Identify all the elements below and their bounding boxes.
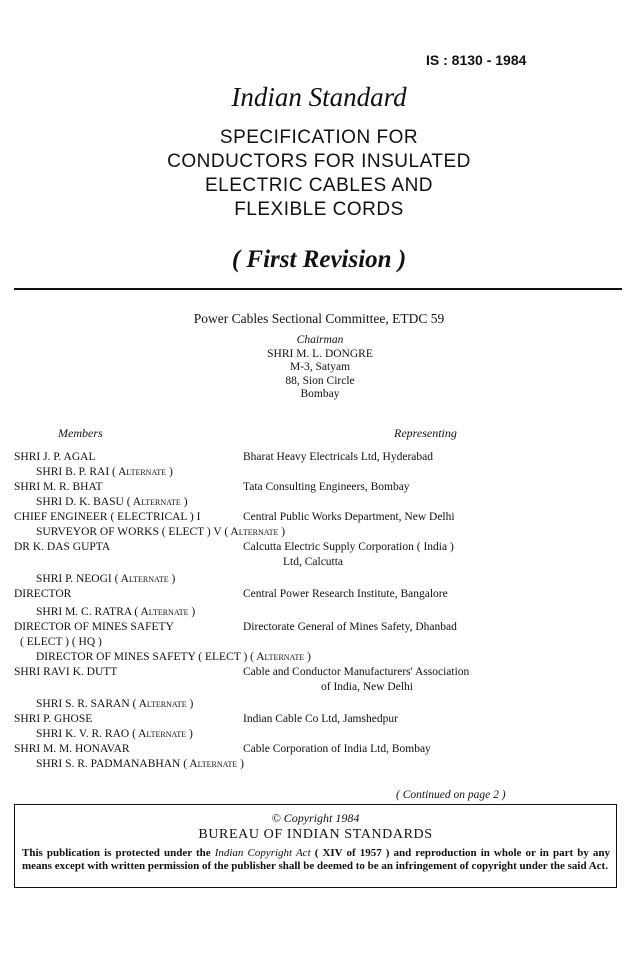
- chairman-address: M-3, Satyam: [289, 361, 351, 373]
- member-representing: Bharat Heavy Electricals Ltd, Hyderabad: [243, 451, 433, 463]
- member-name: DIRECTOR: [14, 588, 72, 600]
- chairman-address: 88, Sion Circle: [285, 374, 355, 387]
- member-representing: Indian Cable Co Ltd, Jamshedpur: [243, 713, 398, 725]
- table-row: [0, 698, 638, 713]
- member-name: DIRECTOR OF MINES SAFETY ( ELECT ) ( Alternate ): [36, 651, 311, 663]
- publisher-name: BUREAU OF INDIAN STANDARDS: [198, 827, 433, 842]
- table-row: [0, 758, 638, 773]
- specification-title: [0, 126, 638, 222]
- title-line: CONDUCTORS FOR INSULATED: [167, 151, 471, 172]
- member-name: ( ELECT ) ( HQ ): [20, 636, 102, 648]
- table-row: [0, 728, 638, 743]
- member-name: SHRI S. R. SARAN ( Alternate ): [36, 698, 194, 710]
- standard-number: IS : 8130 - 1984: [426, 52, 527, 68]
- table-row: [0, 666, 638, 681]
- member-representing: Central Power Research Institute, Bangalore: [243, 588, 448, 600]
- notice-text: This publication is protected under the: [22, 847, 211, 859]
- member-name: SHRI M. C. RATRA ( Alternate ): [36, 606, 196, 618]
- table-row: [0, 526, 638, 541]
- chairman-label: Chairman: [296, 334, 344, 346]
- committee-name: Power Cables Sectional Committee, ETDC 59: [193, 311, 445, 326]
- header-divider: [14, 288, 622, 290]
- member-name: SHRI B. P. RAI ( Alternate ): [36, 466, 173, 478]
- member-name: SHRI J. P. AGAL: [14, 451, 96, 463]
- table-row: [0, 481, 638, 496]
- table-row: [0, 466, 638, 481]
- member-name: SHRI K. V. R. RAO ( Alternate ): [36, 728, 193, 740]
- member-representing: Directorate General of Mines Safety, Dhanbad: [243, 621, 457, 633]
- table-row: [0, 588, 638, 603]
- member-name: SURVEYOR OF WORKS ( ELECT ) V ( Alternate ): [36, 526, 286, 538]
- chairman-name: SHRI M. L. DONGRE: [267, 347, 373, 360]
- member-name: SHRI S. R. PADMANABHAN ( Alternate ): [36, 758, 244, 770]
- table-row: [0, 743, 638, 758]
- member-representing: Cable and Conductor Manufacturers' Association: [243, 666, 470, 678]
- copyright-line: © Copyright 1984: [271, 811, 360, 825]
- representing-continuation: of India, New Delhi: [321, 681, 413, 693]
- member-representing: Central Public Works Department, New Delhi: [243, 511, 455, 523]
- continued-note: ( Continued on page 2 ): [396, 789, 506, 801]
- member-representing: Tata Consulting Engineers, Bombay: [243, 481, 410, 493]
- representing-header: Representing: [394, 426, 457, 440]
- members-header: Members: [58, 426, 103, 440]
- member-representing: Cable Corporation of India Ltd, Bombay: [243, 743, 431, 755]
- table-row: [0, 636, 638, 651]
- member-name: SHRI RAVI K. DUTT: [14, 666, 118, 678]
- table-row: [0, 511, 638, 526]
- copyright-act-name: Indian Copyright Act: [214, 847, 311, 859]
- representing-continuation: Ltd, Calcutta: [283, 556, 344, 568]
- table-row: [0, 573, 638, 588]
- notice-text: ( XIV of 1957 ) and reproduction in whole or in part by any means except with written permission of the publisher shall be deemed to be an infringement of copyright under the said Act.: [22, 847, 611, 872]
- table-row: [0, 496, 638, 511]
- member-name: DR K. DAS GUPTA: [14, 541, 111, 553]
- member-name: SHRI D. K. BASU ( Alternate ): [36, 496, 188, 508]
- chairman-block: [220, 334, 420, 402]
- table-row: [0, 621, 638, 636]
- copyright-notice: [22, 847, 610, 873]
- member-name: DIRECTOR OF MINES SAFETY: [14, 621, 174, 633]
- member-representing: Calcutta Electric Supply Corporation ( India ): [243, 541, 454, 553]
- chairman-address: Bombay: [300, 388, 340, 400]
- title-line: ELECTRIC CABLES AND: [204, 175, 434, 196]
- table-row: [0, 541, 638, 556]
- document-title: Indian Standard: [231, 82, 407, 112]
- member-name: CHIEF ENGINEER ( ELECTRICAL ) I: [14, 511, 201, 523]
- member-name: SHRI P. GHOSE: [14, 713, 93, 725]
- title-line: SPECIFICATION FOR: [219, 127, 419, 148]
- table-row: [0, 713, 638, 728]
- revision-label: ( First Revision ): [231, 246, 407, 273]
- table-row: [0, 651, 638, 666]
- table-row: [0, 606, 638, 621]
- member-name: SHRI P. NEOGI ( Alternate ): [36, 573, 176, 585]
- member-name: SHRI M. M. HONAVAR: [14, 743, 130, 755]
- member-name: SHRI M. R. BHAT: [14, 481, 103, 493]
- table-row: [0, 451, 638, 466]
- copyright-box: [14, 804, 617, 888]
- title-line: FLEXIBLE CORDS: [234, 199, 404, 220]
